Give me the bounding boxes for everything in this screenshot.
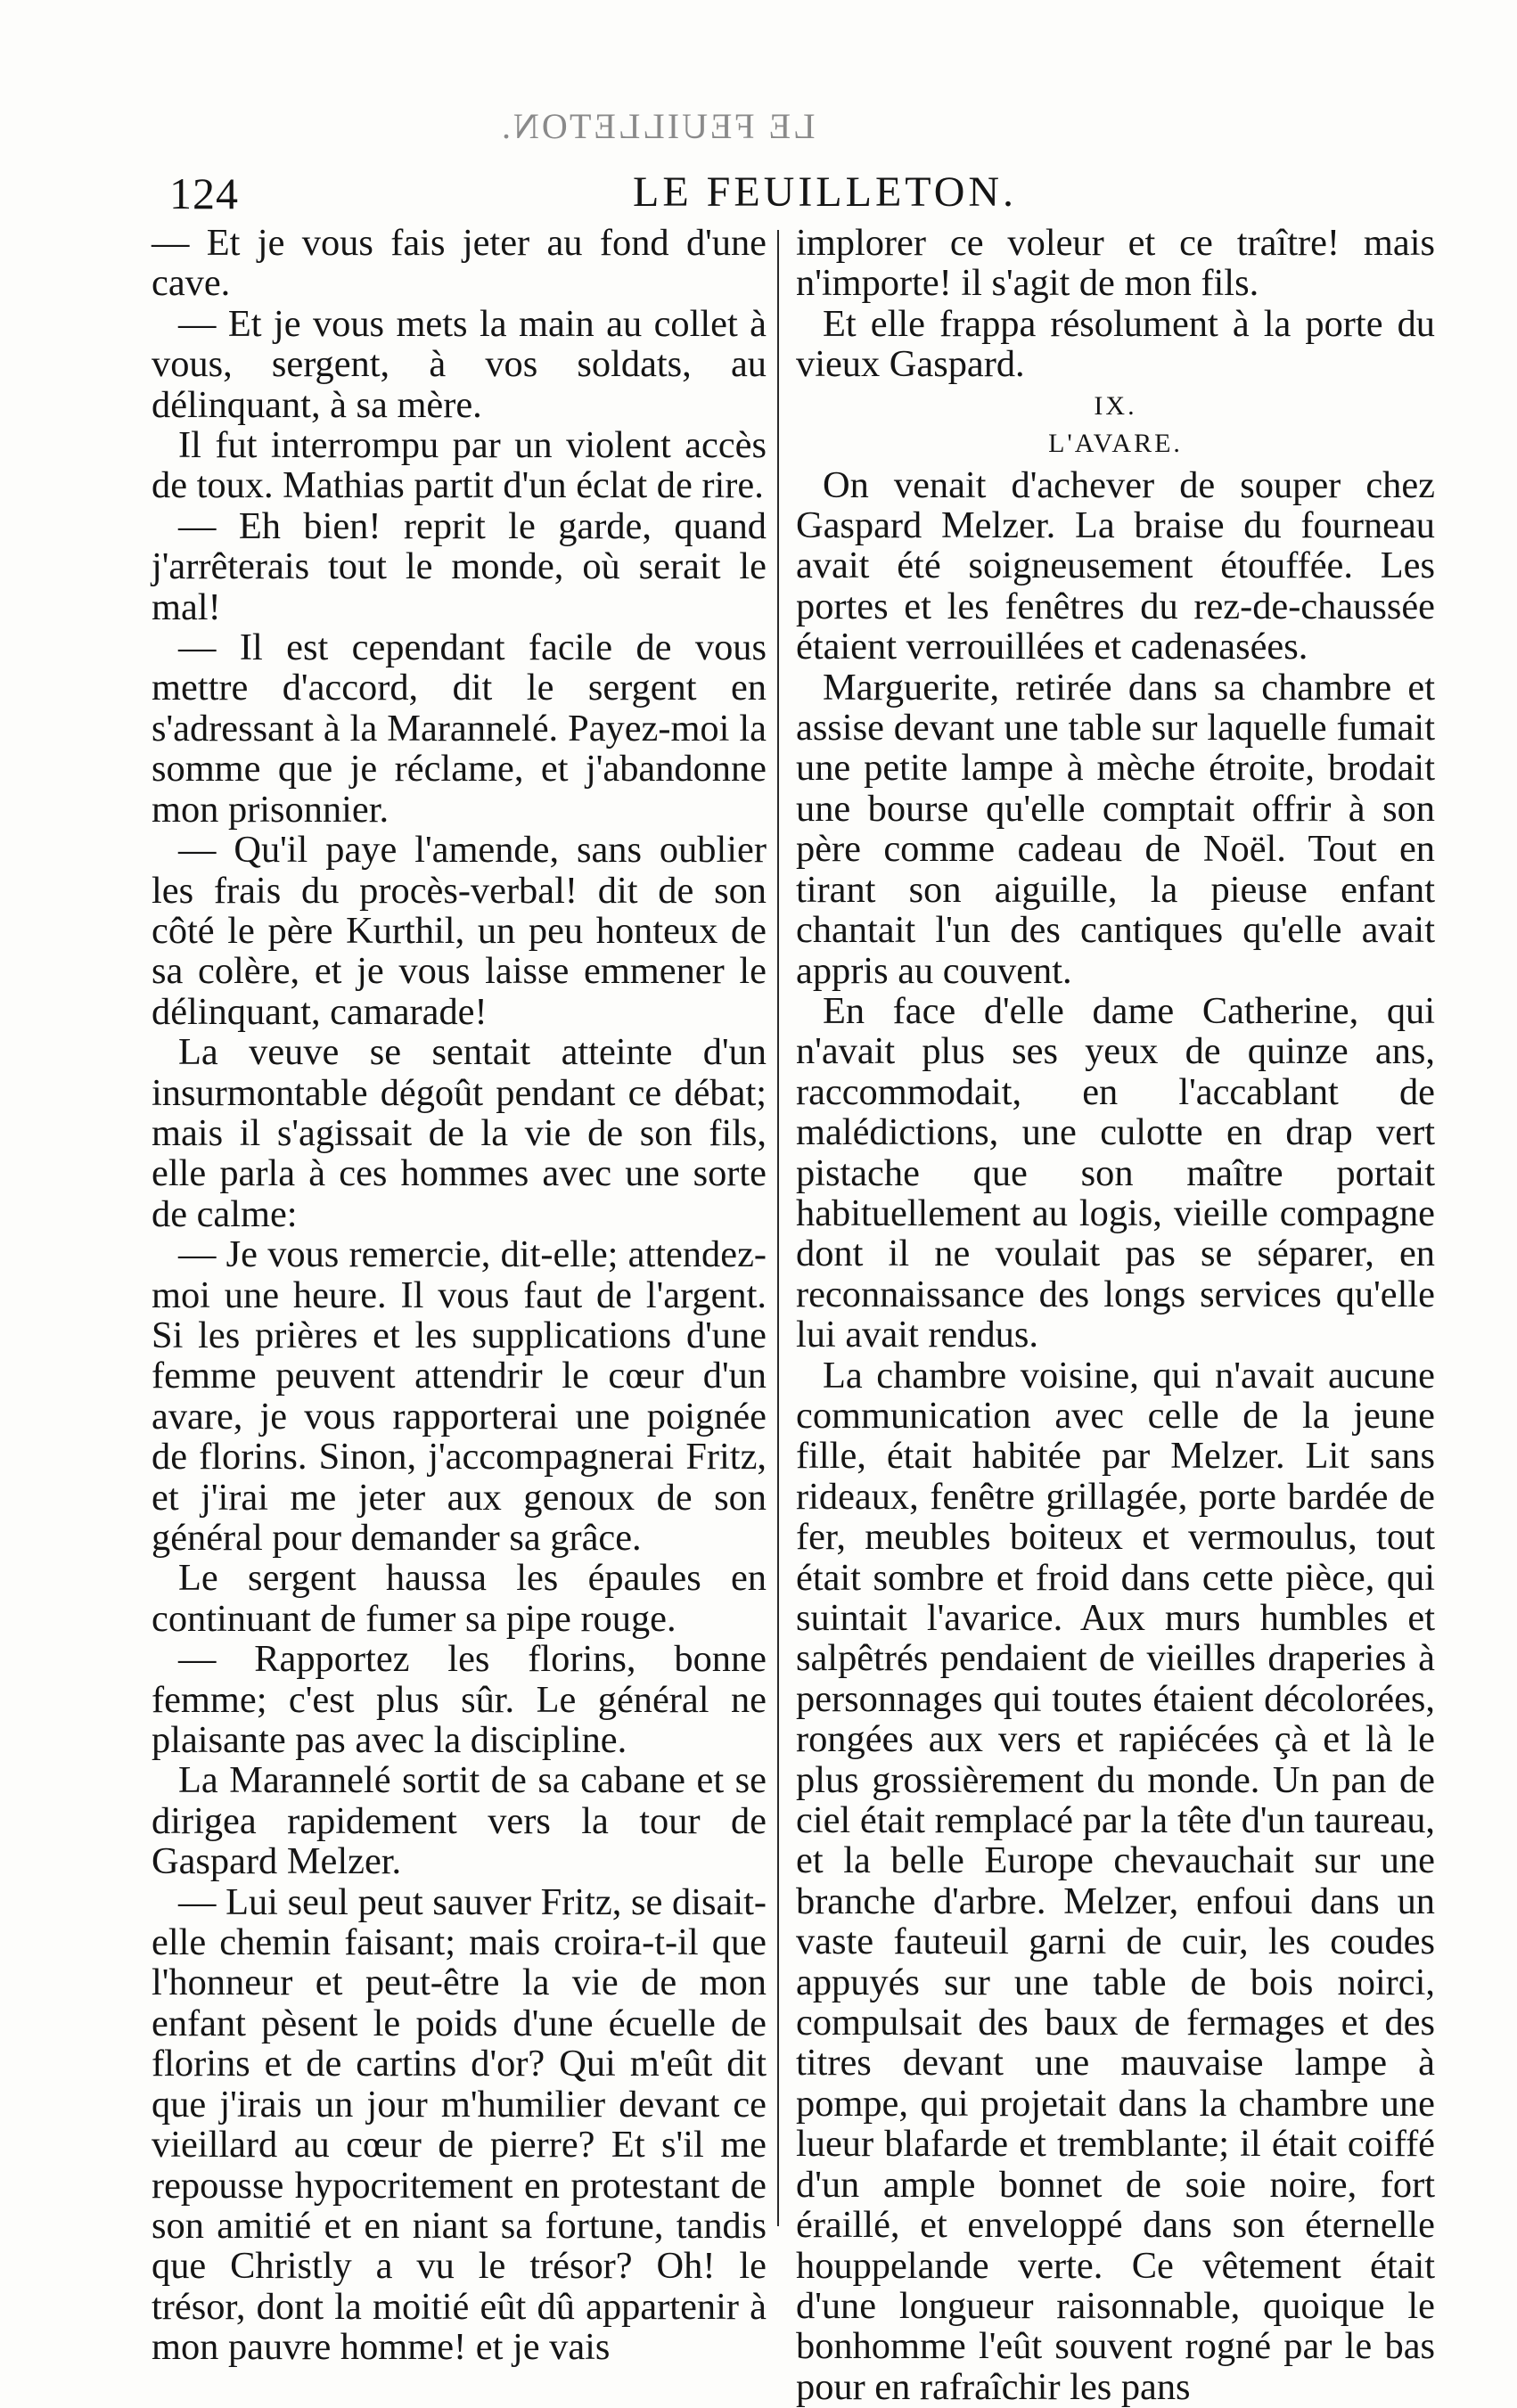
page-number: 124 (169, 168, 239, 218)
paragraph: La Marannelé sortit de sa cabane et se dirigea rapidement vers la tour de Gaspard Melzer. (152, 1759, 767, 1883)
left-column (152, 223, 767, 2368)
paragraph: En face d'elle dame Catherine, qui n'avait plus ses yeux de quinze ans, raccommodait, en l'accablant de malédictions, une culotte en drap vert pistache que son maître portait habituellement au logis, vieille compagne dont il ne voulait pas se séparer, en reconnaissance des longs services qu'elle lui avait rendus. (796, 989, 1435, 1356)
paragraph: — Lui seul peut sauver Fritz, se disait-elle chemin faisant; mais croira-t-il que l'honneur et peut-être la vie de mon enfant pèsent le poids d'une écuelle de florins et de cartins d'or? Qui m'eût dit que j'irais un jour m'humilier devant ce vieillard au cœur de pierre? Et s'il me repousse hypocritement en protestant de son amitié et en niant sa fortune, tandis que Christly a vu le trésor? Oh! le trésor, dont la moitié eût dû appartenir à mon pauvre homme! et je vais (152, 1880, 767, 2369)
right-column (796, 223, 1435, 2407)
paragraph: On venait d'achever de souper chez Gaspard Melzer. La braise du fourneau avait été soigneusement étouffée. Les portes et les fenêtres du rez-de-chaussée étaient verrouillées et cadenasées. (796, 463, 1435, 668)
paragraph: implorer ce voleur et ce traître! mais n'importe! il s'agit de mon fils. (796, 222, 1435, 305)
paragraph: — Et je vous mets la main au collet à vous, sergent, à vos soldats, au délinquant, à sa mère. (152, 302, 767, 426)
paragraph: — Je vous remercie, dit-elle; attendez-moi une heure. Il vous faut de l'argent. Si les prières et les supplications d'une femme peuvent attendrir le cœur d'un avare, je vous rapporterai une poignée de florins. Sinon, j'accompagnerai Fritz, et j'irai me jeter aux genoux de son général pour demander sa grâce. (152, 1233, 767, 1559)
paragraph: — Il est cependant facile de vous mettre d'accord, dit le sergent en s'adressant à la Marannelé. Payez-moi la somme que je réclame, et j'abandonne mon prisonnier. (152, 627, 767, 831)
paragraph: — Rapportez les florins, bonne femme; c'est plus sûr. Le général ne plaisante pas avec la discipline. (152, 1638, 767, 1762)
paragraph: — Eh bien! reprit le garde, quand j'arrêterais tout le monde, où serait le mal! (152, 504, 767, 628)
paragraph: Et elle frappa résolument à la porte du vieux Gaspard. (796, 302, 1435, 386)
chapter-number: IX. (1094, 390, 1137, 421)
chapter-title: L'AVARE. (1048, 428, 1183, 458)
paragraph: Il fut interrompu par un violent accès de toux. Mathias partit d'un éclat de rire. (152, 424, 767, 507)
paragraph: Le sergent haussa les épaules en continuant de fumer sa pipe rouge. (152, 1557, 767, 1640)
paragraph: — Et je vous fais jeter au fond d'une cave. (152, 222, 767, 305)
bleed-through-text: LE FEUILLETON. (499, 106, 816, 146)
paragraph: — Qu'il paye l'amende, sans oublier les frais du procès-verbal! dit de son côté le père Kurthil, un peu honteux de sa colère, et je vous laisse emmener le délinquant, camarade! (152, 829, 767, 1033)
column-rule (777, 230, 779, 2226)
paragraph: La veuve se sentait atteinte d'un insurmontable dégoût pendant ce débat; mais il s'agissait de la vie de son fils, elle parla à ces hommes avec une sorte de calme: (152, 1031, 767, 1235)
paragraph: Marguerite, retirée dans sa chambre et assise devant une table sur laquelle fumait une petite lampe à mèche étroite, brodait une bourse qu'elle comptait offrir à son père comme cadeau de Noël. Tout en tirant son aiguille, la pieuse enfant chantait l'un des cantiques qu'elle avait appris au couvent. (796, 666, 1435, 992)
paragraph: La chambre voisine, qui n'avait aucune communication avec celle de la jeune fille, était habitée par Melzer. Lit sans rideaux, fenêtre grillagée, porte bardée de fer, meubles boiteux et vermoulus, tout était sombre et froid dans cette pièce, qui suintait l'avarice. Aux murs humbles et salpêtrés pendaient de vieilles draperies à personnages qui toutes étaient décolorées, rongées aux vers et rapiécées çà et là le plus grossièrement du monde. Un pan de ciel était remplacé par la tête d'un taureau, et la belle Europe chevauchait sur une branche d'arbre. Melzer, enfoui dans un vaste fauteuil garni de cuir, les coudes appuyés sur une table de bois noirci, compulsait des baux de fermages et des titres devant une mauvaise lampe à pompe, qui projetait dans la chambre une lueur blafarde et tremblante; il était coiffé d'un ample bonnet de soie noire, fort éraillé, et enveloppé dans son éternelle houppelande verte. Ce vêtement était d'une longueur raisonnable, quoique le bonhomme l'eût souvent rogné par le bas pour en rafraîchir les pans (796, 1354, 1435, 2408)
page-header (134, 159, 1426, 218)
running-title: LE FEUILLETON. (633, 168, 1018, 216)
